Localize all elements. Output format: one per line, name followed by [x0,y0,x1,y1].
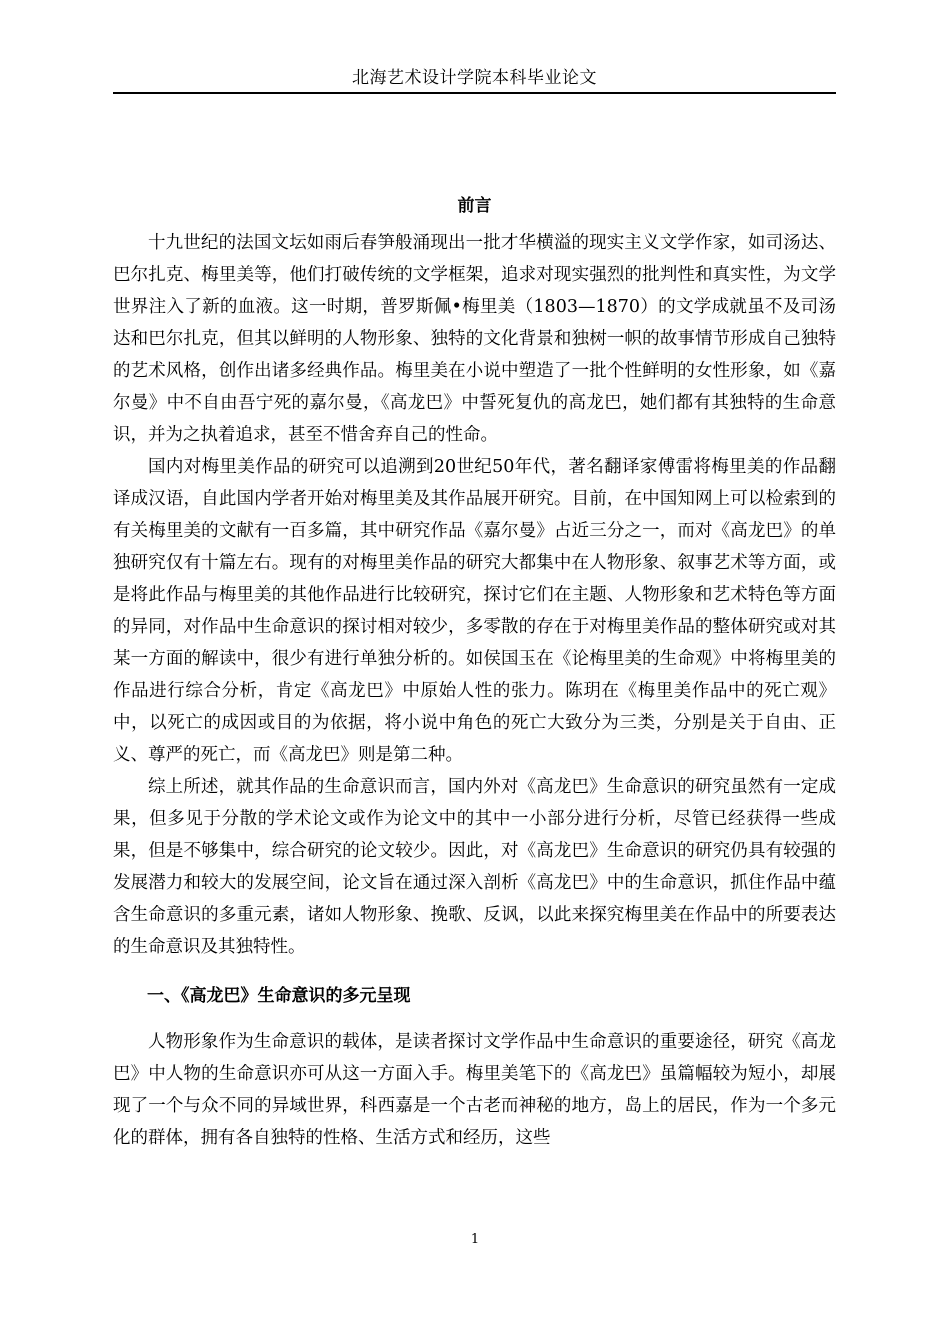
preface-paragraph-3: 综上所述，就其作品的生命意识而言，国内外对《高龙巴》生命意识的研究虽然有一定成果，但多见于分散的学术论文或作为论文中的其中一小部分进行分析，尽管已经获得一些成果，但是不够集中，综合研究的论文较少。因此，对《高龙巴》生命意识的研究仍具有较强的发展潜力和较大的发展空间，论文旨在通过深入剖析《高龙巴》中的生命意识，抓住作品中蕴含生命意识的多重元素，诸如人物形象、挽歌、反讽，以此来探究梅里美在作品中的所要表达的生命意识及其独特性。 [113,777,836,957]
section-1-paragraph-1: 人物形象作为生命意识的载体，是读者探讨文学作品中生命意识的重要途径，研究《高龙巴》中人物的生命意识亦可从这一方面入手。梅里美笔下的《高龙巴》虽篇幅较为短小，却展现了一个与众不同的异域世界，科西嘉是一个古老而神秘的地方，岛上的居民，作为一个多元化的群体，拥有各自独特的性格、生活方式和经历，这些 [113,1032,836,1148]
page-number: 1 [470,1232,480,1247]
preface-title: 前言 [457,196,492,216]
running-header: 北海艺术设计学院本科毕业论文 [113,66,836,94]
section-1-heading: 一、《高龙巴》生命意识的多元呈现 [147,986,411,1006]
preface-paragraph-1: 十九世纪的法国文坛如雨后春笋般涌现出一批才华横溢的现实主义文学作家，如司汤达、巴尔扎克、梅里美等，他们打破传统的文学框架，追求对现实强烈的批判性和真实性，为文学世界注入了新的血液。这一时期，普罗斯佩•梅里美（1803—1870）的文学成就虽不及司汤达和巴尔扎克，但其以鲜明的人物形象、独特的文化背景和独树一帜的故事情节形成自己独特的艺术风格，创作出诸多经典作品。梅里美在小说中塑造了一批个性鲜明的女性形象，如《嘉尔曼》中不自由吾宁死的嘉尔曼，《高龙巴》中誓死复仇的高龙巴，她们都有其独特的生命意识，并为之执着追求，甚至不惜舍弃自己的性命。 [113,233,836,445]
preface-paragraph-2: 国内对梅里美作品的研究可以追溯到20世纪50年代，著名翻译家傅雷将梅里美的作品翻译成汉语，自此国内学者开始对梅里美及其作品展开研究。目前，在中国知网上可以检索到的有关梅里美的文献有一百多篇，其中研究作品《嘉尔曼》占近三分之一，而对《高龙巴》的单独研究仅有十篇左右。现有的对梅里美作品的研究大都集中在人物形象、叙事艺术等方面，或是将此作品与梅里美的其他作品进行比较研究，探讨它们在主题、人物形象和艺术特色等方面的异同，对作品中生命意识的探讨相对较少，多零散的存在于对梅里美作品的整体研究或对其某一方面的解读中，很少有进行单独分析的。如侯国玉在《论梅里美的生命观》中将梅里美的作品进行综合分析，肯定《高龙巴》中原始人性的张力。陈玥在《梅里美作品中的死亡观》中，以死亡的成因或目的为依据，将小说中角色的死亡大致分为三类，分别是关于自由、正义、尊严的死亡，而《高龙巴》则是第二种。 [113,457,836,765]
page-content [113,190,836,1154]
